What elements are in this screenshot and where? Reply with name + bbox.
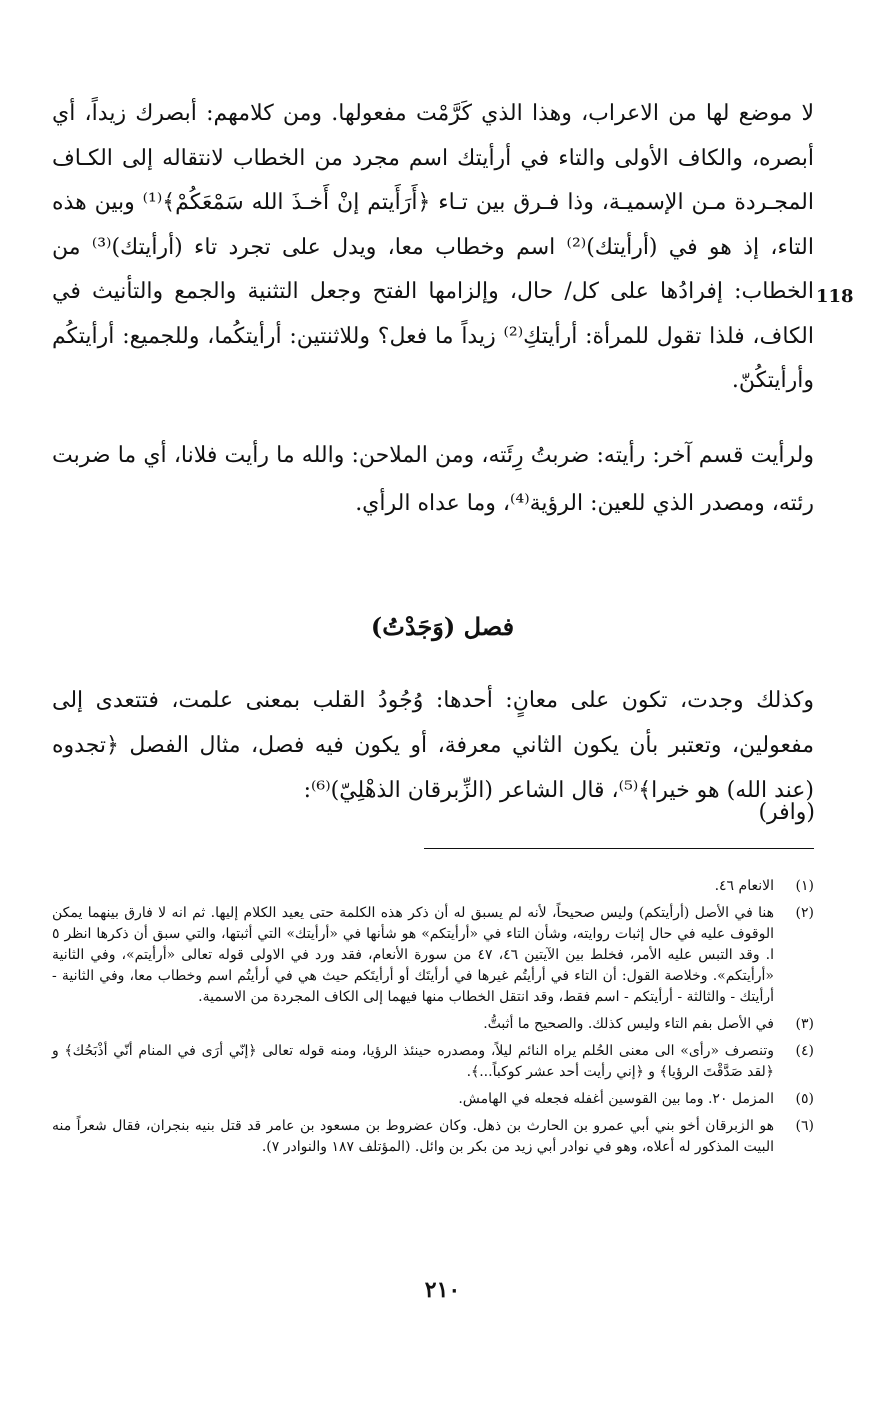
body-paragraph-1: لا موضع لها من الاعراب، وهذا الذي كَرَّمْت مفعولها. ومن كلامهم: أبصرك زيداً، أي أبصره، والكاف الأولى والتاء في أرأيتك اسم مجرد من الخطاب لانتقاله إلى الكـاف المجـردة مـن الإسميـة، وذا فـرق بين تـاء ﴿أَرَأَيتم إنْ أَخـذَ الله سَمْعَكُمْ﴾⁽¹⁾ وبين هذه التاء، إذ هو في (أرأيتك)⁽²⁾ اسم وخطاب معا، ويدل على تجرد تاء (أرأيتك)⁽³⁾ من الخطاب: إفرادُها على كل/ حال، وإلزامها الفتح وجعل التثنية والجمع والتأنيث في الكاف، فلذا تقول للمرأة: أرأيتكِ⁽²⁾ زيداً ما فعل؟ وللاثنتين: أرأيتكُما، وللجميع: أرأيتكُم وأرأيتكُنّ. <box>52 101 814 393</box>
footnote-text: هو الزبرقان أخو بني أبي عمرو بن الحارث بن ذهل. وكان عضروط بن مسعود بن عامر قد قتل بنيه بنجران، فقال شعراً منه البيت المذكور له أعلاه، وهو في نوادر أبي زيد من بكر بن وائل. (المؤتلف ١٨٧ والنوادر ٧). <box>52 1118 774 1155</box>
footnote <box>52 903 814 1008</box>
section-heading: فصل (وَجَدْتُ) <box>370 612 515 641</box>
margin-page-reference: 118 <box>816 286 854 307</box>
footnote-text: الانعام ٤٦. <box>714 878 774 894</box>
footnote-number: (٣) <box>795 1016 814 1032</box>
footnote-text: وتنصرف «رأى» الى معنى الحُلم يراه النائم ليلاً، ومصدره حينئذ الرؤيا، ومنه قوله تعالى ﴿إنّي أرَى في المنام أنّي أذْبَحُك﴾ و ﴿لقد صَدَّقْتَ الرؤيا﴾ و ﴿إني رأيت أحد عشر كوكباً...﴾. <box>52 1043 774 1080</box>
footnote-text: هنا في الأصل (أرأيتكم) وليس صحيحاً، لأنه لم يسبق له أن ذكر هذه الكلمة حتى يعيد الكلام إليها. ثم انه لا فارق بينهما يمكن الوقوف عليه في حال إثبات روايته، وشأن التاء في «أرأيتكم» هو شأنها في «أرأيتك» التي أثبتها، والتي سبق أن ذكرها انظر ٥ ا. وقد التبس عليه الأمر، فخلط بين الآيتين ٤٦، ٤٧ من سورة الأنعام، فقد ورد في الاولى قوله تعالى «أرأيتم»، وفي الثانية «أرأيتكم». وخلاصة القول: أن التاء في أرأيتُم غيرها في أرأيتَك أو أرأيتَكم حيث هي في أرأيتُم اسم وخطاب معا، وفي الثانية - أرأيتك - والثالثة - أرأيتكم - اسم فقط، وقد انتقل الخطاب منها فيهما إلى الكاف المجردة من الاسمية. <box>52 905 774 1005</box>
footnotes <box>52 876 814 1164</box>
footnote-number: (٥) <box>795 1091 814 1107</box>
footnote <box>52 1041 814 1083</box>
body-paragraph-3: وكذلك وجدت، تكون على معانٍ: أحدها: وُجُودُ القلب بمعنى علمت، فتتعدى إلى مفعولين، وتعتبر بأن يكون الثاني معرفة، أو يكون فيه فصل، مثال الفصل ﴿تجدوه (عند الله) هو خيرا﴾⁽⁵⁾، قال الشاعر (الزِّبرقان الذهْلِيّ)⁽⁶⁾: <box>52 688 814 803</box>
body-paragraph-2: ولرأيت قسم آخر: رأيته: ضربتُ رِئَته، ومن الملاحن: والله ما رأيت فلانا، أي ما ضربت رئته، ومصدر الذي للعين: الرؤية⁽⁴⁾، وما عداه الرأي. <box>52 443 814 516</box>
footnote-number: (٦) <box>795 1118 814 1134</box>
footnote <box>52 1089 814 1110</box>
footnote-text: المزمل ٢٠. وما بين القوسين أغفله فجعله في الهامش. <box>458 1091 774 1107</box>
footnote-number: (٢) <box>795 905 814 921</box>
poetic-meter-label: (وافر) <box>758 800 815 825</box>
footnote <box>52 1116 814 1158</box>
footnote <box>52 1014 814 1035</box>
footnote-text: في الأصل بفم التاء وليس كذلك. والصحيح ما أثبتُّ. <box>483 1016 774 1032</box>
page-number: ٢١٠ <box>424 1277 461 1303</box>
footnote-number: (١) <box>795 878 814 894</box>
footnote-number: (٤) <box>795 1043 814 1059</box>
footnote <box>52 876 814 897</box>
footnote-separator <box>424 848 814 849</box>
